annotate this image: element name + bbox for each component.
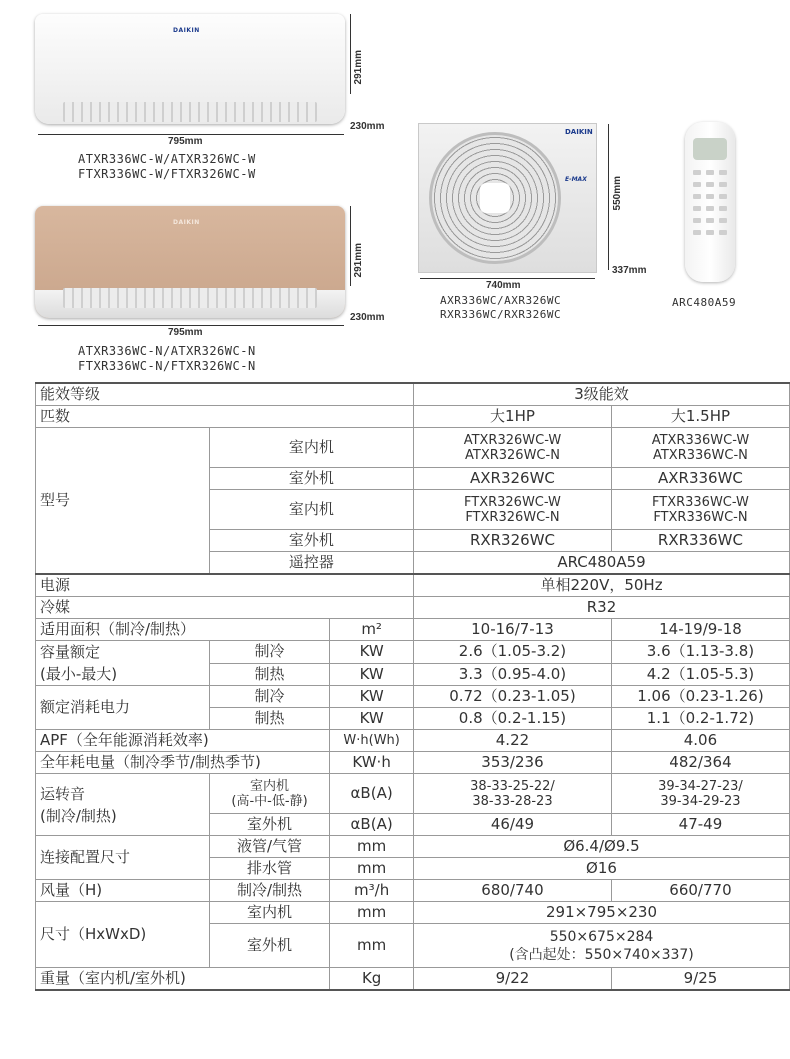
table-cell: 室外机: [209, 468, 413, 490]
table-cell: 匹数: [36, 406, 414, 428]
table-cell: 室外机: [209, 924, 329, 968]
table-row: [36, 836, 790, 858]
table-row: [36, 383, 790, 406]
table-cell: 482/364: [611, 752, 789, 774]
table-cell: 重量（室内机/室外机): [36, 968, 330, 991]
table-cell: 全年耗电量（制冷季节/制热季节): [36, 752, 330, 774]
table-cell: 室内机: [209, 902, 329, 924]
table-cell: ARC480A59: [414, 552, 790, 575]
outdoor-unit-image: [418, 123, 597, 273]
table-cell: 容量额定 (最小-最大): [36, 641, 210, 686]
table-cell: 冷媒: [36, 597, 414, 619]
table-row: [36, 752, 790, 774]
table-cell: 制冷/制热: [209, 880, 329, 902]
table-cell: 室内机 (高-中-低-静): [209, 774, 329, 814]
table-cell: 1.1（0.2-1.72): [611, 708, 789, 730]
table-cell: 尺寸（HxWxD): [36, 902, 210, 968]
table-cell: 型号: [36, 428, 210, 575]
table-cell: 3级能效: [414, 383, 790, 406]
table-row: [36, 774, 790, 814]
table-row: [36, 619, 790, 641]
indoor-unit-gold-image: [35, 206, 345, 318]
table-cell: 制热: [209, 708, 329, 730]
table-cell: 1.06（0.23-1.26): [611, 686, 789, 708]
table-row: [36, 968, 790, 991]
daikin-logo: DAIKIN: [173, 27, 200, 34]
table-cell: KW: [330, 686, 414, 708]
table-cell: 遥控器: [209, 552, 413, 575]
table-cell: 大1.5HP: [611, 406, 789, 428]
table-cell: 4.22: [414, 730, 612, 752]
depth-dimension: 230mm: [350, 312, 385, 323]
table-row: [36, 730, 790, 752]
table-cell: FTXR336WC-W FTXR336WC-N: [611, 490, 789, 530]
table-cell: 680/740: [414, 880, 612, 902]
daikin-logo: DAIKIN: [565, 128, 593, 136]
emax-logo: E-MAX: [565, 176, 587, 183]
table-cell: ATXR336WC-W ATXR336WC-N: [611, 428, 789, 468]
table-cell: 室外机: [209, 814, 329, 836]
table-row: [36, 641, 790, 664]
table-cell: 3.6（1.13-3.8): [611, 641, 789, 664]
table-cell: 运转音 (制冷/制热): [36, 774, 210, 836]
table-cell: 连接配置尺寸: [36, 836, 210, 880]
table-cell: 室内机: [209, 428, 413, 468]
table-cell: 0.8（0.2-1.15): [414, 708, 612, 730]
model-label: ATXR336WC-W/ATXR326WC-W: [78, 152, 256, 166]
table-cell: mm: [330, 836, 414, 858]
table-cell: 353/236: [414, 752, 612, 774]
table-cell: 14-19/9-18: [611, 619, 789, 641]
height-dimension: 291mm: [353, 50, 364, 85]
table-row: [36, 406, 790, 428]
table-cell: KW: [330, 641, 414, 664]
table-cell: 9/22: [414, 968, 612, 991]
table-cell: 9/25: [611, 968, 789, 991]
model-label: ATXR336WC-N/ATXR326WC-N: [78, 344, 256, 358]
table-cell: 10-16/7-13: [414, 619, 612, 641]
table-cell: Ø16: [414, 858, 790, 880]
height-dimension: 291mm: [353, 243, 364, 278]
table-cell: 291×795×230: [414, 902, 790, 924]
model-label: FTXR336WC-W/FTXR326WC-W: [78, 167, 256, 181]
table-cell: KW: [330, 708, 414, 730]
table-cell: 大1HP: [414, 406, 612, 428]
table-cell: 液管/气管: [209, 836, 329, 858]
table-cell: 46/49: [414, 814, 612, 836]
table-cell: m³/h: [330, 880, 414, 902]
table-cell: 适用面积（制冷/制热）: [36, 619, 330, 641]
table-cell: 38-33-25-22/ 38-33-28-23: [414, 774, 612, 814]
depth-dimension: 337mm: [612, 265, 647, 276]
remote-control-image: [685, 122, 735, 282]
table-cell: 4.2（1.05-5.3): [611, 663, 789, 686]
table-cell: AXR336WC: [611, 468, 789, 490]
table-cell: αB(A): [330, 814, 414, 836]
model-label: ARC480A59: [672, 296, 737, 309]
spec-table: [35, 382, 790, 991]
height-dimension: 550mm: [612, 176, 623, 211]
fan-grille: [429, 132, 561, 264]
table-cell: KW·h: [330, 752, 414, 774]
indoor-unit-white-image: [35, 14, 345, 124]
table-cell: 2.6（1.05-3.2): [414, 641, 612, 664]
model-label: AXR336WC/AXR326WC: [440, 294, 562, 307]
table-cell: 排水管: [209, 858, 329, 880]
table-row: [36, 574, 790, 597]
width-dimension: 795mm: [168, 136, 203, 147]
table-cell: 0.72（0.23-1.05): [414, 686, 612, 708]
table-cell: 660/770: [611, 880, 789, 902]
table-cell: 额定消耗电力: [36, 686, 210, 730]
table-cell: 室内机: [209, 490, 413, 530]
daikin-logo: DAIKIN: [173, 219, 200, 226]
table-cell: mm: [330, 902, 414, 924]
table-cell: 47-49: [611, 814, 789, 836]
model-label: RXR336WC/RXR326WC: [440, 308, 562, 321]
table-cell: 39-34-27-23/ 39-34-29-23: [611, 774, 789, 814]
air-outlet-grille: [63, 102, 317, 122]
table-cell: αB(A): [330, 774, 414, 814]
table-row: [36, 597, 790, 619]
table-row: [36, 880, 790, 902]
table-cell: 风量（H): [36, 880, 210, 902]
table-row: [36, 902, 790, 924]
table-cell: 550×675×284 (含凸起处：550×740×337): [414, 924, 790, 968]
width-dimension: 740mm: [486, 280, 521, 291]
table-cell: Ø6.4/Ø9.5: [414, 836, 790, 858]
width-dimension: 795mm: [168, 327, 203, 338]
table-cell: W·h(Wh): [330, 730, 414, 752]
table-cell: R32: [414, 597, 790, 619]
table-cell: Kg: [330, 968, 414, 991]
model-label: FTXR336WC-N/FTXR326WC-N: [78, 359, 256, 373]
table-cell: 制冷: [209, 641, 329, 664]
table-cell: mm: [330, 924, 414, 968]
table-cell: RXR326WC: [414, 530, 612, 552]
table-cell: 能效等级: [36, 383, 414, 406]
table-cell: 3.3（0.95-4.0): [414, 663, 612, 686]
table-cell: APF（全年能源消耗效率): [36, 730, 330, 752]
table-cell: 制冷: [209, 686, 329, 708]
table-cell: RXR336WC: [611, 530, 789, 552]
table-cell: m²: [330, 619, 414, 641]
table-cell: 4.06: [611, 730, 789, 752]
table-cell: 单相220V，50Hz: [414, 574, 790, 597]
table-cell: mm: [330, 858, 414, 880]
depth-dimension: 230mm: [350, 121, 385, 132]
table-cell: FTXR326WC-W FTXR326WC-N: [414, 490, 612, 530]
table-cell: 电源: [36, 574, 414, 597]
table-cell: 室外机: [209, 530, 413, 552]
table-row: [36, 428, 790, 468]
table-cell: ATXR326WC-W ATXR326WC-N: [414, 428, 612, 468]
table-row: [36, 686, 790, 708]
table-cell: AXR326WC: [414, 468, 612, 490]
table-cell: KW: [330, 663, 414, 686]
table-cell: 制热: [209, 663, 329, 686]
air-outlet-grille: [63, 288, 317, 308]
